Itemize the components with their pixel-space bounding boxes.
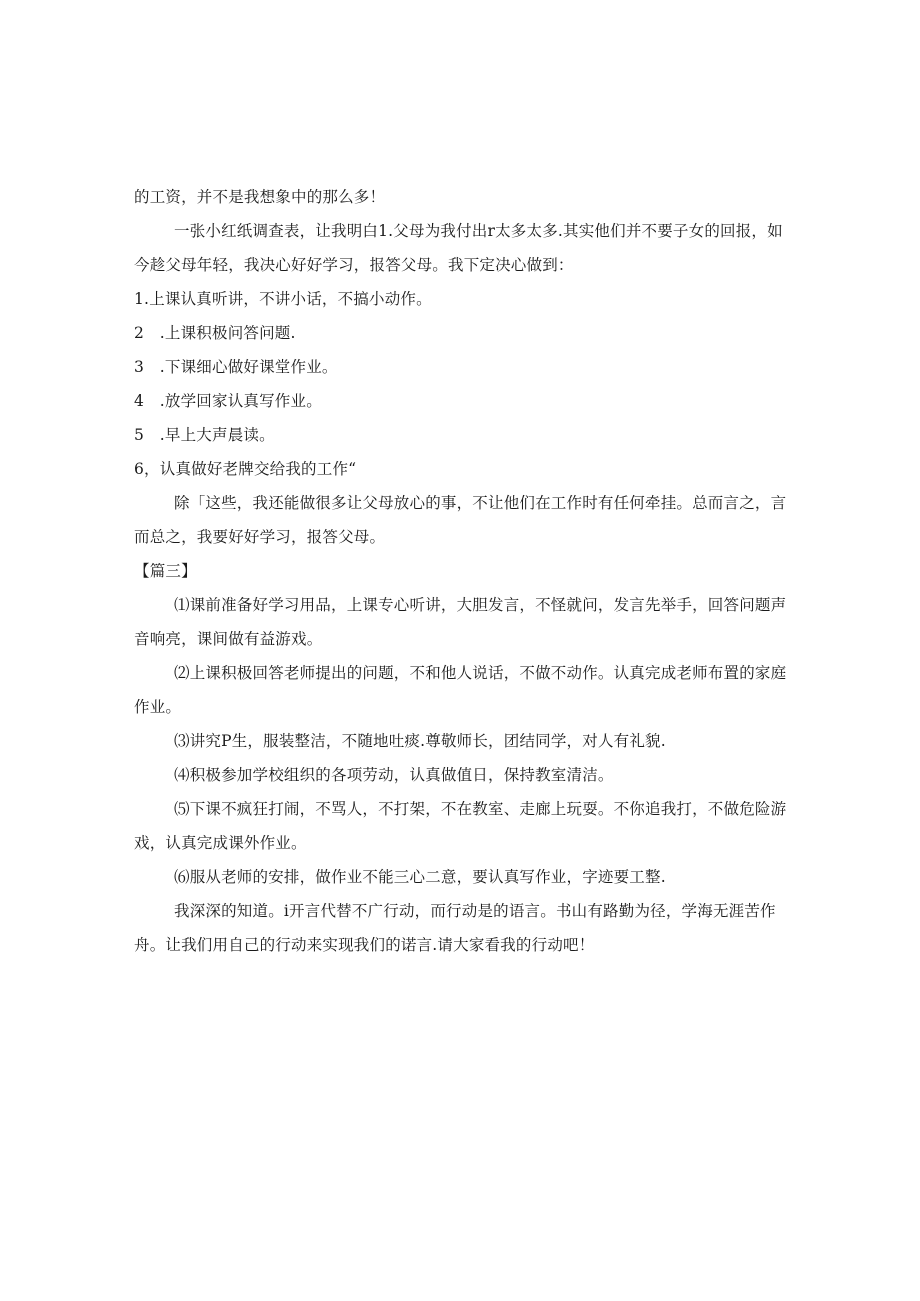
rule-item: ⑷积极参加学校组织的各项劳动，认真做值日，保持教室清洁。 <box>174 766 614 784</box>
paragraph-conclusion: 除「这些，我还能做很多让父母放心的事，不让他们在工作时有任何牵挂。总而言之，言而总之，我要好好学习，报答父母。 <box>134 494 787 546</box>
rule-item: ⑵上课积极回答老师提出的问题，不和他人说话，不做不动作。认真完成老师布置的家庭作业。 <box>134 664 787 716</box>
rule-item: ⑴课前准备好学习用品，上课专心听讲，大胆发言，不怪就问，发言先举手，回答问题声音响亮，课间做有益游戏。 <box>134 596 787 648</box>
rule-item: ⑹服从老师的安排，做作业不能三心二意，要认真写作业，字迹要工整. <box>174 868 666 886</box>
list-item: 3 .下课细心做好课堂作业。 <box>134 358 338 376</box>
document-body <box>134 180 794 962</box>
list-item: 1.上课认真听讲，不讲小话，不搞小动作。 <box>134 290 432 308</box>
list-item: 5 .早上大声晨读。 <box>134 426 275 444</box>
list-item: 2 .上课积极问答问题. <box>134 324 296 342</box>
list-item: 6，认真做好老牌交给我的工作“ <box>134 460 357 478</box>
paragraph-closing: 我深深的知道。i开言代替不广行动，而行动是的语言。书山有路勤为径，学海无涯苦作舟。让我们用自己的行动来实现我们的诺言.请大家看我的行动吧！ <box>134 902 776 954</box>
paragraph-continuation: 的工资，并不是我想象中的那么多！ <box>134 188 386 206</box>
rule-item: ⑶讲究P生，服装整洁，不随地吐痰.尊敬师长，团结同学，对人有礼貌. <box>174 732 666 750</box>
list-item: 4 .放学回家认真写作业。 <box>134 392 322 410</box>
paragraph-intro: 一张小红纸调查表，让我明白1.父母为我付出r太多太多.其实他们并不要子女的回报，如今趁父母年轻，我决心好好学习，报答父母。我下定决心做到： <box>134 222 783 274</box>
section-heading: 【篇三】 <box>134 562 197 580</box>
rule-item: ⑸下课不疯狂打闹，不骂人，不打架，不在教室、走廊上玩耍。不你追我打，不做危险游戏，认真完成课外作业。 <box>134 800 787 852</box>
